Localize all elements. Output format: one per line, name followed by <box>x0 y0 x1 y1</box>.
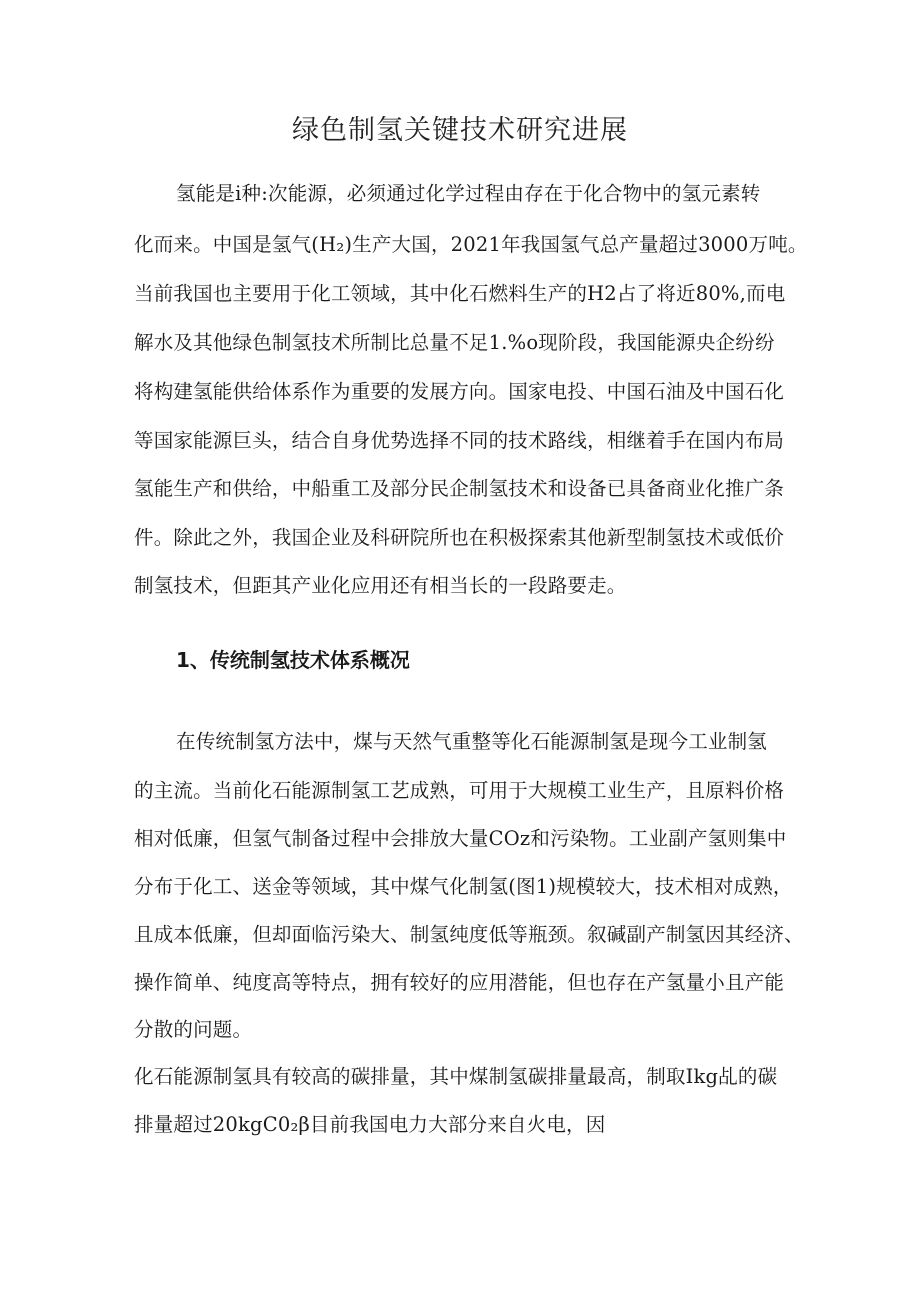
intro-line: 化而来。中国是氢气(H₂)生产大国，2021年我国氢气总产量超过3000万吨。 <box>134 233 808 256</box>
section-tail-line: 排量超过20kgC0₂β目前我国电力大部分来自火电，因 <box>134 1113 606 1136</box>
section-heading: 1、传统制氢技术体系概况 <box>176 648 410 672</box>
intro-line: 制氢技术，但距其产业化应用还有相当长的一段路要走。 <box>134 574 627 597</box>
section-line: 操作简单、纯度高等特点，拥有较好的应用潜能，但也存在产氢量小且产能 <box>134 971 785 994</box>
section-line: 分散的问题。 <box>134 1018 253 1041</box>
section-line: 且成本低廉，但却面临污染大、制氢纯度低等瓶颈。叙碱副产制氢因其经济、 <box>134 923 804 946</box>
section-tail-line: 化石能源制氢具有较高的碳排量，其中煤制氢碳排量最高，制取Ikg乩的碳 <box>134 1065 778 1088</box>
intro-line: 将构建氢能供给体系作为重要的发展方向。国家电投、中国石油及中国石化 <box>134 380 785 403</box>
intro-line: 当前我国也主要用于化工领域，其中化石燃料生产的H2占了将近80%,而电 <box>134 282 786 305</box>
intro-line: 解水及其他绿色制氢技术所制比总量不足1.%o现阶段，我国能源央企纷纷 <box>134 331 775 354</box>
section-line: 的主流。当前化石能源制氢工艺成熟，可用于大规模工业生产，且原料价格 <box>134 779 785 802</box>
intro-line: 氢能是i种:次能源，必须通过化学过程由存在于化合物中的氢元素转 <box>176 182 761 205</box>
section-line: 分布于化工、送金等领域，其中煤气化制氢(图1)规模较大，技术相对成熟， <box>134 875 793 898</box>
section-line: 相对低廉，但氢气制备过程中会排放大量COz和污染物。工业副产氢则集中 <box>134 827 787 850</box>
intro-line: 等国家能源巨头，结合自身优势选择不同的技术路线，相继着手在国内布局 <box>134 429 785 452</box>
intro-line: 件。除此之外，我国企业及科研院所也在积极探索其他新型制氢技术或低价 <box>134 526 785 549</box>
document-title: 绿色制氢关键技术研究进展 <box>292 115 628 146</box>
intro-line: 氢能生产和供给，中船重工及部分民企制氢技术和设备已具备商业化推广条 <box>134 477 785 500</box>
section-line: 在传统制氢方法中，煤与天然气重整等化石能源制氢是现今工业制氢 <box>176 730 768 753</box>
